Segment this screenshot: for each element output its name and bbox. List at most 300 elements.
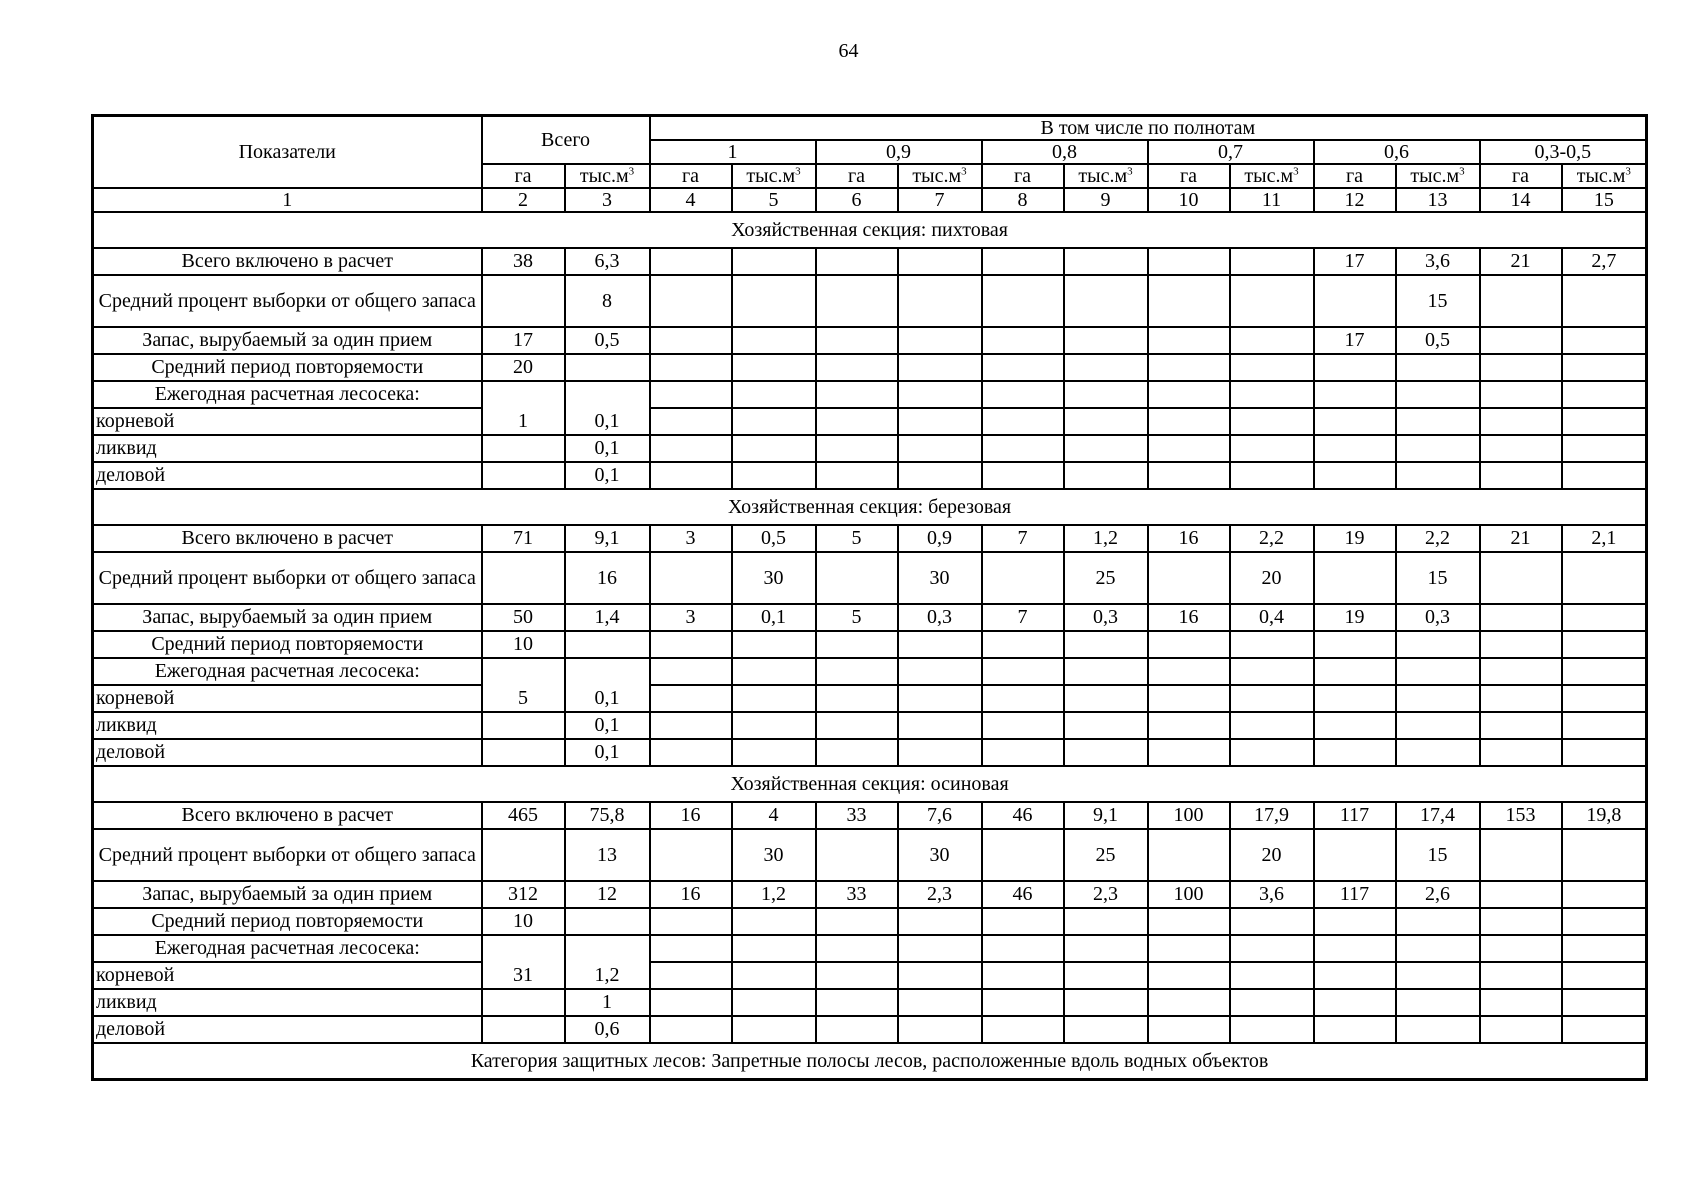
table-cell: 2,3 bbox=[898, 881, 982, 908]
table-cell bbox=[732, 1016, 816, 1043]
table-cell bbox=[982, 1016, 1064, 1043]
table-cell bbox=[1230, 408, 1314, 435]
table-cell bbox=[650, 1016, 732, 1043]
table-cell bbox=[1562, 354, 1647, 381]
table-cell bbox=[982, 327, 1064, 354]
table-cell: 0,1 bbox=[565, 685, 650, 712]
unit-thous-m3 bbox=[1064, 164, 1148, 188]
table-cell bbox=[816, 685, 898, 712]
table-cell bbox=[1064, 712, 1148, 739]
table-cell: 1,4 bbox=[565, 604, 650, 631]
table-cell bbox=[1230, 962, 1314, 989]
table-cell: 100 bbox=[1148, 881, 1230, 908]
table-cell: 465 bbox=[482, 802, 565, 829]
table-cell bbox=[816, 739, 898, 766]
table-cell bbox=[1148, 275, 1230, 327]
table-cell bbox=[1230, 381, 1314, 408]
table-cell: 312 bbox=[482, 881, 565, 908]
table-row bbox=[93, 829, 1647, 881]
table-cell: 20 bbox=[1230, 552, 1314, 604]
table-cell bbox=[982, 712, 1064, 739]
table-cell bbox=[898, 327, 982, 354]
row-label: деловой bbox=[93, 1016, 482, 1043]
table-cell bbox=[1230, 989, 1314, 1016]
table-cell bbox=[1480, 408, 1562, 435]
table-cell: 17 bbox=[1314, 248, 1396, 275]
row-label: Ежегодная расчетная лесосека: bbox=[93, 935, 482, 962]
table-row bbox=[93, 462, 1647, 489]
table-cell bbox=[732, 712, 816, 739]
table-cell bbox=[816, 631, 898, 658]
table-cell bbox=[1064, 435, 1148, 462]
table-cell bbox=[732, 989, 816, 1016]
table-cell bbox=[1314, 829, 1396, 881]
table-cell bbox=[1230, 275, 1314, 327]
table-cell bbox=[650, 354, 732, 381]
table-cell bbox=[1314, 685, 1396, 712]
table-cell: 46 bbox=[982, 802, 1064, 829]
table-cell: 71 bbox=[482, 525, 565, 552]
table-cell bbox=[898, 631, 982, 658]
unit-thous-m3 bbox=[1396, 164, 1480, 188]
table-cell bbox=[1148, 935, 1230, 962]
table-cell bbox=[1396, 935, 1480, 962]
table-cell bbox=[1064, 685, 1148, 712]
column-number: 1 bbox=[93, 188, 482, 212]
unit-superscript: 3 bbox=[961, 165, 967, 178]
unit-thous-label: тыс.м bbox=[746, 165, 796, 187]
column-number: 7 bbox=[898, 188, 982, 212]
section-title: Хозяйственная секция: пихтовая bbox=[93, 212, 1647, 248]
table-cell bbox=[816, 552, 898, 604]
table-cell bbox=[1396, 685, 1480, 712]
column-number: 15 bbox=[1562, 188, 1647, 212]
section-title-row bbox=[93, 766, 1647, 802]
row-label: ликвид bbox=[93, 435, 482, 462]
header-density-1: 1 bbox=[650, 140, 816, 164]
unit-superscript: 3 bbox=[795, 165, 801, 178]
table-cell bbox=[1562, 631, 1647, 658]
unit-superscript: 3 bbox=[1293, 165, 1299, 178]
table-cell bbox=[1396, 1016, 1480, 1043]
table-cell bbox=[982, 829, 1064, 881]
table-cell bbox=[1480, 435, 1562, 462]
table-cell bbox=[1064, 462, 1148, 489]
table-cell bbox=[1230, 935, 1314, 962]
table-cell: 153 bbox=[1480, 802, 1562, 829]
table-cell bbox=[1148, 712, 1230, 739]
table-cell bbox=[898, 248, 982, 275]
column-number: 13 bbox=[1396, 188, 1480, 212]
table-cell bbox=[1314, 354, 1396, 381]
table-cell bbox=[482, 739, 565, 766]
table-cell bbox=[1396, 712, 1480, 739]
table-cell bbox=[732, 908, 816, 935]
table-cell bbox=[650, 435, 732, 462]
table-cell bbox=[1148, 908, 1230, 935]
table-cell bbox=[1480, 1016, 1562, 1043]
table-cell: 19 bbox=[1314, 525, 1396, 552]
table-cell bbox=[816, 712, 898, 739]
row-label: Всего включено в расчет bbox=[93, 525, 482, 552]
table-row bbox=[93, 381, 1647, 408]
table-cell bbox=[982, 685, 1064, 712]
table-cell bbox=[1230, 435, 1314, 462]
table-row bbox=[93, 908, 1647, 935]
table-cell bbox=[1480, 829, 1562, 881]
table-cell bbox=[1562, 435, 1647, 462]
table-cell bbox=[650, 658, 732, 685]
table-cell bbox=[1562, 989, 1647, 1016]
table-cell: 1 bbox=[482, 408, 565, 435]
table-cell: 117 bbox=[1314, 802, 1396, 829]
table-cell: 21 bbox=[1480, 248, 1562, 275]
table-cell bbox=[732, 962, 816, 989]
table-cell bbox=[565, 658, 650, 685]
table-cell bbox=[650, 908, 732, 935]
table-cell bbox=[650, 462, 732, 489]
table-cell bbox=[1480, 381, 1562, 408]
table-cell: 33 bbox=[816, 802, 898, 829]
table-cell: 3,6 bbox=[1230, 881, 1314, 908]
row-label: Средний процент выборки от общего запаса bbox=[93, 275, 482, 327]
table-cell bbox=[1148, 435, 1230, 462]
table-cell bbox=[482, 712, 565, 739]
table-cell bbox=[1480, 908, 1562, 935]
row-label: Ежегодная расчетная лесосека: bbox=[93, 658, 482, 685]
table-cell bbox=[982, 408, 1064, 435]
unit-superscript: 3 bbox=[628, 165, 635, 178]
table-cell bbox=[650, 631, 732, 658]
table-cell: 100 bbox=[1148, 802, 1230, 829]
table-cell bbox=[1480, 962, 1562, 989]
table-cell bbox=[1148, 462, 1230, 489]
table-cell: 10 bbox=[482, 631, 565, 658]
row-label: Запас, вырубаемый за один прием bbox=[93, 881, 482, 908]
table-cell bbox=[1480, 354, 1562, 381]
table-row bbox=[93, 354, 1647, 381]
table-cell bbox=[732, 739, 816, 766]
table-cell bbox=[1562, 604, 1647, 631]
table-cell: 2,2 bbox=[1230, 525, 1314, 552]
table-row bbox=[93, 712, 1647, 739]
table-cell: 0,5 bbox=[1396, 327, 1480, 354]
table-cell bbox=[816, 248, 898, 275]
table-cell: 1,2 bbox=[1064, 525, 1148, 552]
table-cell bbox=[650, 739, 732, 766]
table-cell bbox=[1480, 462, 1562, 489]
table-cell: 0,1 bbox=[565, 712, 650, 739]
row-label: ликвид bbox=[93, 989, 482, 1016]
table-cell: 16 bbox=[1148, 604, 1230, 631]
table-cell bbox=[650, 381, 732, 408]
table-cell: 3,6 bbox=[1396, 248, 1480, 275]
table-cell bbox=[816, 962, 898, 989]
table-cell: 20 bbox=[1230, 829, 1314, 881]
table-row bbox=[93, 1016, 1647, 1043]
table-cell: 19 bbox=[1314, 604, 1396, 631]
table-cell bbox=[816, 275, 898, 327]
table-cell: 21 bbox=[1480, 525, 1562, 552]
table-cell: 0,3 bbox=[1064, 604, 1148, 631]
table-cell bbox=[1562, 685, 1647, 712]
table-cell: 2,3 bbox=[1064, 881, 1148, 908]
table-header bbox=[93, 116, 1647, 213]
table-cell bbox=[1480, 604, 1562, 631]
table-cell bbox=[1064, 354, 1148, 381]
table-cell bbox=[898, 712, 982, 739]
table-cell bbox=[732, 658, 816, 685]
table-cell bbox=[482, 989, 565, 1016]
table-cell bbox=[1148, 739, 1230, 766]
table-cell bbox=[1562, 908, 1647, 935]
table-cell bbox=[1396, 435, 1480, 462]
table-cell: 7 bbox=[982, 525, 1064, 552]
table-cell bbox=[898, 935, 982, 962]
table-cell bbox=[1230, 327, 1314, 354]
table-cell bbox=[565, 908, 650, 935]
table-row bbox=[93, 525, 1647, 552]
table-cell: 17,4 bbox=[1396, 802, 1480, 829]
table-cell bbox=[982, 935, 1064, 962]
table-cell bbox=[1314, 381, 1396, 408]
table-cell bbox=[650, 408, 732, 435]
table-cell bbox=[982, 462, 1064, 489]
table-cell bbox=[650, 962, 732, 989]
table-cell bbox=[1148, 327, 1230, 354]
unit-thous-m3 bbox=[898, 164, 982, 188]
table-cell bbox=[982, 989, 1064, 1016]
table-cell bbox=[1562, 962, 1647, 989]
table-cell: 33 bbox=[816, 881, 898, 908]
table-cell bbox=[898, 408, 982, 435]
table-cell bbox=[1562, 408, 1647, 435]
table-row bbox=[93, 604, 1647, 631]
table-cell: 16 bbox=[1148, 525, 1230, 552]
table-row bbox=[93, 552, 1647, 604]
table-cell bbox=[1314, 435, 1396, 462]
table-cell bbox=[1230, 739, 1314, 766]
table-cell bbox=[1148, 381, 1230, 408]
table-cell bbox=[482, 829, 565, 881]
table-cell bbox=[1314, 275, 1396, 327]
table-cell bbox=[898, 462, 982, 489]
unit-ha: га bbox=[816, 164, 898, 188]
table-cell: 17 bbox=[1314, 327, 1396, 354]
section-title: Хозяйственная секция: осиновая bbox=[93, 766, 1647, 802]
table-cell bbox=[1230, 685, 1314, 712]
table-cell bbox=[982, 248, 1064, 275]
table-cell bbox=[732, 685, 816, 712]
table-cell bbox=[1314, 712, 1396, 739]
table-cell bbox=[1314, 908, 1396, 935]
table-cell: 46 bbox=[982, 881, 1064, 908]
table-cell: 8 bbox=[565, 275, 650, 327]
table-cell bbox=[1562, 381, 1647, 408]
table-cell bbox=[816, 989, 898, 1016]
table-cell bbox=[650, 552, 732, 604]
unit-thous-m3 bbox=[1562, 164, 1647, 188]
row-label: Ежегодная расчетная лесосека: bbox=[93, 381, 482, 408]
table-cell bbox=[816, 908, 898, 935]
table-cell: 5 bbox=[816, 525, 898, 552]
table-cell bbox=[1562, 881, 1647, 908]
table-cell: 3 bbox=[650, 604, 732, 631]
table-cell bbox=[1480, 712, 1562, 739]
table-cell: 0,4 bbox=[1230, 604, 1314, 631]
table-cell bbox=[1064, 408, 1148, 435]
header-density-0-8: 0,8 bbox=[982, 140, 1148, 164]
table-cell bbox=[1480, 275, 1562, 327]
table-cell: 0,5 bbox=[565, 327, 650, 354]
table-cell bbox=[1396, 631, 1480, 658]
table-cell bbox=[1148, 354, 1230, 381]
table-cell bbox=[650, 248, 732, 275]
table-cell: 13 bbox=[565, 829, 650, 881]
table-cell bbox=[482, 381, 565, 408]
table-cell bbox=[898, 1016, 982, 1043]
table-cell bbox=[1314, 989, 1396, 1016]
table-row bbox=[93, 435, 1647, 462]
table-cell: 9,1 bbox=[1064, 802, 1148, 829]
table-cell bbox=[650, 712, 732, 739]
table-cell: 7 bbox=[982, 604, 1064, 631]
table-cell bbox=[898, 354, 982, 381]
table-cell: 15 bbox=[1396, 275, 1480, 327]
row-label: Всего включено в расчет bbox=[93, 802, 482, 829]
table-cell bbox=[1148, 829, 1230, 881]
table-cell: 1,2 bbox=[732, 881, 816, 908]
table-cell bbox=[1314, 462, 1396, 489]
table-cell: 75,8 bbox=[565, 802, 650, 829]
table-cell bbox=[816, 381, 898, 408]
table-cell: 15 bbox=[1396, 829, 1480, 881]
table-cell bbox=[816, 327, 898, 354]
unit-thous-label: тыс.м bbox=[579, 165, 629, 187]
table-cell bbox=[982, 739, 1064, 766]
table-cell bbox=[982, 908, 1064, 935]
table-cell bbox=[982, 631, 1064, 658]
table-row bbox=[93, 685, 1647, 712]
column-number: 14 bbox=[1480, 188, 1562, 212]
table-cell bbox=[1480, 881, 1562, 908]
table-cell bbox=[1064, 381, 1148, 408]
table-row bbox=[93, 408, 1647, 435]
header-density-0-6: 0,6 bbox=[1314, 140, 1480, 164]
row-label: деловой bbox=[93, 739, 482, 766]
table-cell bbox=[1562, 739, 1647, 766]
header-density-0-9: 0,9 bbox=[816, 140, 982, 164]
unit-ha: га bbox=[482, 164, 565, 188]
table-cell bbox=[732, 327, 816, 354]
table-cell bbox=[1230, 631, 1314, 658]
table-cell bbox=[1064, 962, 1148, 989]
row-label: корневой bbox=[93, 685, 482, 712]
table-cell bbox=[732, 935, 816, 962]
header-density-0-3-0-5: 0,3-0,5 bbox=[1480, 140, 1647, 164]
table-body bbox=[93, 212, 1647, 1080]
column-number: 6 bbox=[816, 188, 898, 212]
table-cell bbox=[1064, 275, 1148, 327]
table-cell bbox=[1396, 381, 1480, 408]
table-cell: 16 bbox=[650, 802, 732, 829]
unit-ha: га bbox=[1148, 164, 1230, 188]
table-cell: 25 bbox=[1064, 552, 1148, 604]
column-number: 3 bbox=[565, 188, 650, 212]
section-title: Хозяйственная секция: березовая bbox=[93, 489, 1647, 525]
table-cell bbox=[898, 658, 982, 685]
row-label: Запас, вырубаемый за один прием bbox=[93, 604, 482, 631]
table-cell bbox=[1230, 658, 1314, 685]
table-cell bbox=[982, 275, 1064, 327]
table-cell: 30 bbox=[732, 829, 816, 881]
table-cell: 0,3 bbox=[898, 604, 982, 631]
table-cell bbox=[1064, 1016, 1148, 1043]
table-cell bbox=[1314, 658, 1396, 685]
table-cell bbox=[1314, 1016, 1396, 1043]
table-cell: 5 bbox=[482, 685, 565, 712]
table-cell bbox=[1230, 462, 1314, 489]
table-cell bbox=[1396, 962, 1480, 989]
row-label: ликвид bbox=[93, 712, 482, 739]
table-cell bbox=[1230, 354, 1314, 381]
table-cell: 5 bbox=[816, 604, 898, 631]
table-cell: 117 bbox=[1314, 881, 1396, 908]
table-cell bbox=[565, 354, 650, 381]
table-cell bbox=[816, 935, 898, 962]
table-cell: 1,2 bbox=[565, 962, 650, 989]
table-cell bbox=[1064, 739, 1148, 766]
table-cell: 17 bbox=[482, 327, 565, 354]
table-cell bbox=[898, 381, 982, 408]
table-row bbox=[93, 275, 1647, 327]
table-cell bbox=[1396, 354, 1480, 381]
table-cell bbox=[1148, 989, 1230, 1016]
table-cell bbox=[650, 685, 732, 712]
page-number: 64 bbox=[838, 40, 859, 62]
unit-ha: га bbox=[1314, 164, 1396, 188]
table-cell: 30 bbox=[898, 829, 982, 881]
table-cell bbox=[1314, 631, 1396, 658]
table-cell bbox=[1480, 739, 1562, 766]
table-cell bbox=[732, 248, 816, 275]
table-cell bbox=[482, 275, 565, 327]
unit-ha: га bbox=[1480, 164, 1562, 188]
table-cell bbox=[1396, 739, 1480, 766]
table-cell bbox=[732, 631, 816, 658]
unit-thous-label: тыс.м bbox=[1410, 165, 1460, 187]
table-cell bbox=[1230, 712, 1314, 739]
table-cell: 16 bbox=[565, 552, 650, 604]
column-number: 11 bbox=[1230, 188, 1314, 212]
table-cell bbox=[1562, 462, 1647, 489]
table-cell: 0,1 bbox=[565, 462, 650, 489]
unit-thous-m3 bbox=[1230, 164, 1314, 188]
table-cell bbox=[1148, 658, 1230, 685]
table-cell bbox=[816, 354, 898, 381]
table-cell bbox=[1064, 327, 1148, 354]
row-label: Средний процент выборки от общего запаса bbox=[93, 829, 482, 881]
table-cell bbox=[1064, 631, 1148, 658]
table-cell bbox=[1064, 989, 1148, 1016]
table-cell: 38 bbox=[482, 248, 565, 275]
column-number: 10 bbox=[1148, 188, 1230, 212]
table-cell: 25 bbox=[1064, 829, 1148, 881]
table-cell: 12 bbox=[565, 881, 650, 908]
category-title: Категория защитных лесов: Запретные полосы лесов, расположенные вдоль водных объектов bbox=[93, 1043, 1647, 1080]
table-cell bbox=[482, 935, 565, 962]
row-label: Всего включено в расчет bbox=[93, 248, 482, 275]
